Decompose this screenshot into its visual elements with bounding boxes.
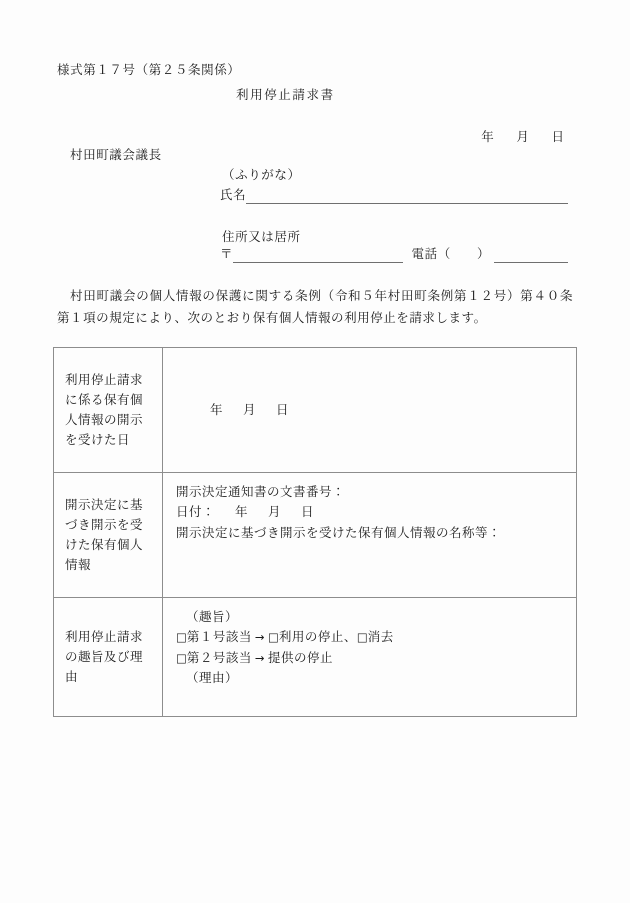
option-item-1 xyxy=(176,627,566,647)
date-day: 日 xyxy=(276,401,290,417)
checkbox-item-1-icon[interactable]: □ xyxy=(176,630,187,645)
decision-date-prefix: 日付： xyxy=(176,504,216,520)
date-month: 月 xyxy=(243,401,257,417)
checkbox-item-2-icon[interactable]: □ xyxy=(176,650,187,665)
row-content-purpose-and-reason[interactable] xyxy=(163,598,577,717)
decision-date-day: 日 xyxy=(301,504,315,520)
address-label: 住所又は居所 xyxy=(222,229,301,244)
body-paragraph: 村田町議会の個人情報の保護に関する条例（令和５年村田町条例第１２号）第４０条第１項の規定により、次のとおり保有個人情報の利用停止を請求します。 xyxy=(57,288,573,326)
address-input-rule[interactable] xyxy=(233,247,403,263)
row-label-disclosed-information: 開示決定に基づき開示を受けた保有個人情報 xyxy=(54,473,163,598)
address-field-row xyxy=(220,246,568,263)
option-item-2-label: 第２号該当 xyxy=(186,649,252,665)
row-label-purpose-and-reason: 利用停止請求の趣旨及び理由 xyxy=(54,598,163,717)
option-erase-label: 消去 xyxy=(367,629,394,645)
postal-code-icon: 〒 xyxy=(220,246,233,261)
decision-date-month: 月 xyxy=(268,504,282,520)
date-placeholder xyxy=(176,400,566,420)
header-date-year: 年 xyxy=(481,129,495,145)
name-label: 氏名 xyxy=(220,187,247,202)
reason-heading: （理由） xyxy=(186,669,239,685)
header-date-month: 月 xyxy=(516,129,530,145)
row-label-disclosure-received-date: 利用停止請求に係る保有個人情報の開示を受けた日 xyxy=(54,348,163,473)
page-title: 利用停止請求書 xyxy=(236,87,335,102)
phone-input-rule[interactable] xyxy=(494,247,568,263)
phone-label-text: 電話 xyxy=(411,246,438,261)
phone-paren: （ ） xyxy=(437,246,491,261)
table-row xyxy=(54,598,577,717)
phone-label xyxy=(403,246,495,263)
checkbox-erase-icon[interactable]: □ xyxy=(356,630,368,645)
checkbox-stop-use-icon[interactable]: □ xyxy=(268,630,279,645)
header-date-day: 日 xyxy=(551,129,565,145)
form-number: 様式第１７号（第２５条関係） xyxy=(57,62,241,77)
date-year: 年 xyxy=(210,401,224,417)
table-row xyxy=(54,473,577,598)
header-date-line xyxy=(463,110,565,164)
information-name-line: 開示決定に基づき開示を受けた保有個人情報の名称等： xyxy=(176,524,502,540)
row-content-disclosed-information[interactable] xyxy=(163,473,577,598)
option-item-1-label: 第１号該当 xyxy=(186,629,252,645)
option-stop-use-label: 利用の停止、 xyxy=(278,629,357,645)
row-content-disclosure-received-date[interactable] xyxy=(163,348,577,473)
name-input-rule[interactable] xyxy=(246,188,568,204)
furigana-label: （ふりがな） xyxy=(222,167,301,182)
option-item-2 xyxy=(176,648,566,668)
addressee: 村田町議会議長 xyxy=(70,147,162,162)
arrow-right-icon: → xyxy=(254,650,266,665)
arrow-right-icon: → xyxy=(254,630,266,645)
table-row xyxy=(54,348,577,473)
name-field-row xyxy=(220,187,568,204)
decision-date-line xyxy=(176,502,566,522)
document-number-line: 開示決定通知書の文書番号： xyxy=(176,484,346,499)
option-stop-provision-label: 提供の停止 xyxy=(268,649,334,665)
decision-date-year: 年 xyxy=(235,504,249,520)
purpose-heading: （趣旨） xyxy=(186,609,239,624)
request-table xyxy=(53,347,577,717)
